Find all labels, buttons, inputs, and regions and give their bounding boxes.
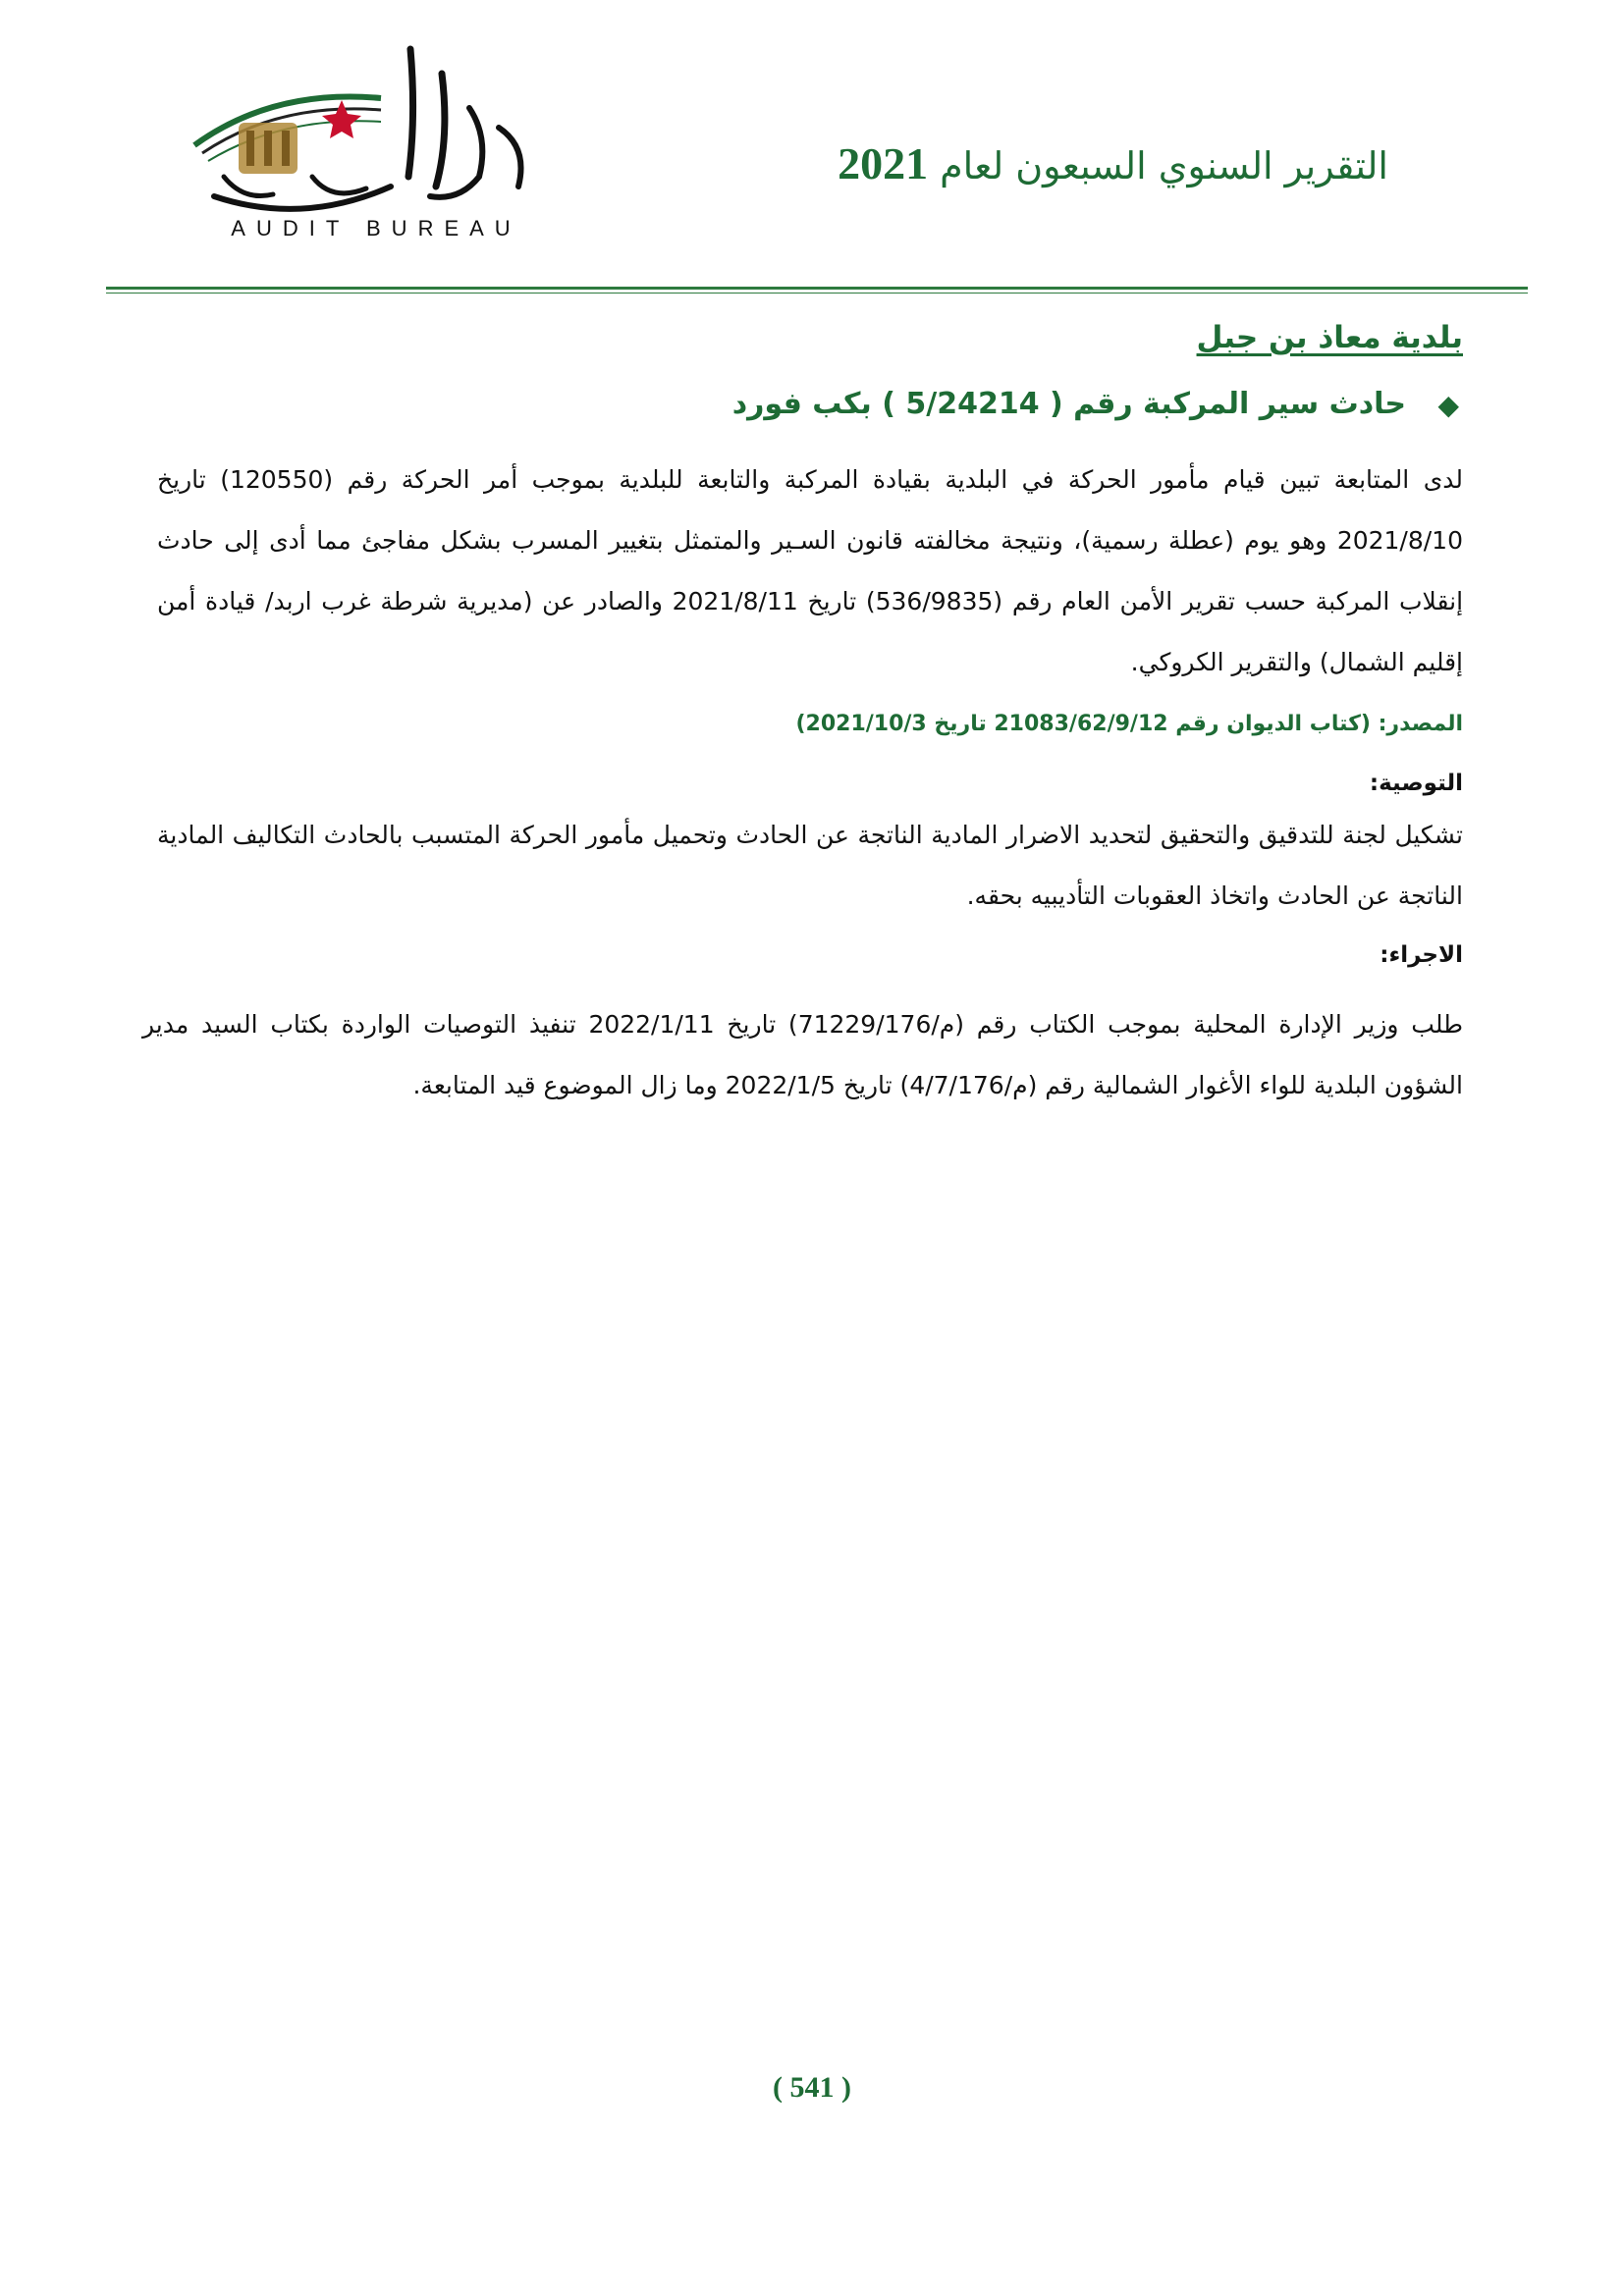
incident-body: لدى المتابعة تبين قيام مأمور الحركة في البلدية بقيادة المركبة والتابعة للبلدية بموجب أمر الحركة رقم (120550) تاريخ 2021/8/10 وهو يوم (عطلة رسمية)، ونتيجة مخالفته قانون السـير والمتمثل بتغيير المسرب بشكل مفاجئ مما أدى إلى حادث إنقلاب المركبة حسب تقرير الأمن العام رقم (536/9835) تاريخ 2021/8/11 والصادر عن (مديرية شرطة غرب اربد/ قيادة أمن إقليم الشمال) والتقرير الكروكي.	[157, 465, 1464, 676]
action-text: طلب وزير الإدارة المحلية بموجب الكتاب رقم (م/71229/176) تاريخ 2022/1/11 تنفيذ التوصيات الواردة بكتاب السيد مدير الشؤون البلدية للواء الأغوار الشمالية رقم (م/4/7/176) تاريخ 2022/1/5 وما زال الموضوع قيد المتابعة.	[142, 1010, 1463, 1099]
report-title	[838, 137, 1388, 189]
logo-english-text: AUDIT BUREAU	[231, 216, 521, 240]
report-year: 2021	[838, 138, 929, 188]
recommendation-text: تشكيل لجنة للتدقيق والتحقيق لتحديد الاضرار المادية الناتجة عن الحادث وتحميل مأمور الحركة المتسبب بالحادث التكاليف المادية الناتجة عن الحادث واتخاذ العقوبات التأديبيه بحقه.	[157, 821, 1463, 910]
source-reference: المصدر: (كتاب الديوان رقم 21083/62/9/12 تاريخ 2021/10/3)	[795, 712, 1463, 736]
header-divider-thin	[106, 293, 1528, 294]
page-number: ( 541 )	[773, 2071, 851, 2104]
municipality-heading: بلدية معاذ بن جبل	[1196, 320, 1463, 355]
header-divider	[106, 287, 1528, 290]
recommendation-label: التوصية:	[1369, 771, 1463, 796]
report-title-text: التقرير السنوي السبعون لعام	[940, 144, 1388, 187]
audit-bureau-logo	[185, 29, 558, 257]
diamond-bullet-icon: ◆	[1437, 389, 1459, 421]
incident-title: حادث سير المركبة رقم ( 5/24214 ) بكب فورد	[731, 387, 1406, 421]
logo-arabic-text	[185, 29, 186, 30]
action-label: الاجراء:	[1380, 942, 1463, 968]
